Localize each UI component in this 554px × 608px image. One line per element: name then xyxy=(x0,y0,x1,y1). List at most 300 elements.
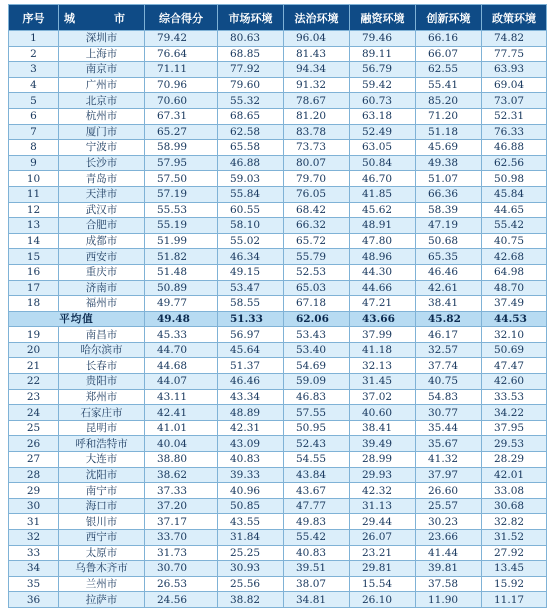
cell-innovation: 66.36 xyxy=(416,186,482,202)
cell-policy: 48.70 xyxy=(482,280,547,296)
cell-financing: 40.60 xyxy=(350,405,416,421)
cell-index: 12 xyxy=(9,202,59,218)
cell-market: 55.32 xyxy=(218,93,284,109)
cell-market: 40.83 xyxy=(218,452,284,468)
cell-market: 58.55 xyxy=(218,296,284,312)
cell-index: 30 xyxy=(9,498,59,514)
cell-index: 20 xyxy=(9,342,59,358)
cell-policy: 37.95 xyxy=(482,420,547,436)
cell-index: 21 xyxy=(9,358,59,374)
average-policy: 44.53 xyxy=(482,311,547,327)
cell-city: 武汉市 xyxy=(59,202,145,218)
cell-financing: 28.99 xyxy=(350,452,416,468)
cell-overall-score: 43.11 xyxy=(145,389,218,405)
cell-market: 55.84 xyxy=(218,186,284,202)
cell-market: 46.34 xyxy=(218,249,284,265)
cell-overall-score: 45.33 xyxy=(145,327,218,343)
cell-financing: 37.99 xyxy=(350,327,416,343)
cell-innovation: 71.20 xyxy=(416,108,482,124)
cell-market: 43.55 xyxy=(218,514,284,530)
cell-policy: 32.82 xyxy=(482,514,547,530)
average-innovation: 45.82 xyxy=(416,311,482,327)
cell-overall-score: 24.56 xyxy=(145,592,218,608)
cell-index: 2 xyxy=(9,46,59,62)
cell-overall-score: 50.89 xyxy=(145,280,218,296)
cell-city: 大连市 xyxy=(59,452,145,468)
cell-overall-score: 57.50 xyxy=(145,171,218,187)
cell-financing: 48.91 xyxy=(350,218,416,234)
cell-legal: 80.07 xyxy=(284,155,350,171)
table-row xyxy=(9,296,547,312)
cell-overall-score: 44.70 xyxy=(145,342,218,358)
cell-policy: 15.92 xyxy=(482,576,547,592)
cell-policy: 55.42 xyxy=(482,218,547,234)
cell-index: 16 xyxy=(9,264,59,280)
table-row xyxy=(9,483,547,499)
cell-market: 50.85 xyxy=(218,498,284,514)
cell-legal: 52.53 xyxy=(284,264,350,280)
table-row xyxy=(9,514,547,530)
cell-financing: 42.32 xyxy=(350,483,416,499)
cell-innovation: 32.57 xyxy=(416,342,482,358)
cell-innovation: 38.41 xyxy=(416,296,482,312)
cell-index: 13 xyxy=(9,218,59,234)
table-row xyxy=(9,218,547,234)
table-row xyxy=(9,545,547,561)
cell-index: 9 xyxy=(9,155,59,171)
cell-city: 天津市 xyxy=(59,186,145,202)
cell-legal: 76.05 xyxy=(284,186,350,202)
cell-city: 上海市 xyxy=(59,46,145,62)
table-row xyxy=(9,498,547,514)
cell-financing: 44.66 xyxy=(350,280,416,296)
cell-city: 贵阳市 xyxy=(59,374,145,390)
cell-policy: 42.01 xyxy=(482,467,547,483)
cell-financing: 89.11 xyxy=(350,46,416,62)
header-index: 序号 xyxy=(9,5,59,31)
cell-financing: 31.45 xyxy=(350,374,416,390)
cell-city: 长春市 xyxy=(59,358,145,374)
cell-market: 59.03 xyxy=(218,171,284,187)
cell-index: 25 xyxy=(9,420,59,436)
cell-index: 35 xyxy=(9,576,59,592)
cell-city: 深圳市 xyxy=(59,31,145,47)
cell-policy: 33.08 xyxy=(482,483,547,499)
cell-market: 79.60 xyxy=(218,77,284,93)
cell-city: 昆明市 xyxy=(59,420,145,436)
cell-market: 55.02 xyxy=(218,233,284,249)
average-overall-score: 49.48 xyxy=(145,311,218,327)
cell-financing: 48.96 xyxy=(350,249,416,265)
table-row xyxy=(9,592,547,608)
header-overall-score: 综合得分 xyxy=(145,5,218,31)
cell-policy: 69.04 xyxy=(482,77,547,93)
cell-legal: 50.95 xyxy=(284,420,350,436)
cell-index: 18 xyxy=(9,296,59,312)
cell-legal: 47.77 xyxy=(284,498,350,514)
cell-index: 28 xyxy=(9,467,59,483)
cell-market: 25.56 xyxy=(218,576,284,592)
average-row xyxy=(9,311,547,327)
cell-financing: 29.81 xyxy=(350,561,416,577)
cell-innovation: 54.83 xyxy=(416,389,482,405)
cell-city: 南昌市 xyxy=(59,327,145,343)
cell-market: 31.84 xyxy=(218,530,284,546)
cell-city: 石家庄市 xyxy=(59,405,145,421)
cell-innovation: 51.07 xyxy=(416,171,482,187)
cell-financing: 50.84 xyxy=(350,155,416,171)
cell-legal: 67.18 xyxy=(284,296,350,312)
cell-market: 25.25 xyxy=(218,545,284,561)
cell-index: 26 xyxy=(9,436,59,452)
cell-market: 62.58 xyxy=(218,124,284,140)
cell-innovation: 11.90 xyxy=(416,592,482,608)
cell-city: 哈尔滨市 xyxy=(59,342,145,358)
cell-policy: 74.82 xyxy=(482,31,547,47)
cell-legal: 66.32 xyxy=(284,218,350,234)
table-row xyxy=(9,31,547,47)
cell-index: 22 xyxy=(9,374,59,390)
cell-market: 77.92 xyxy=(218,62,284,78)
table-row xyxy=(9,561,547,577)
cell-index: 15 xyxy=(9,249,59,265)
cell-city: 西宁市 xyxy=(59,530,145,546)
cell-policy: 50.69 xyxy=(482,342,547,358)
cell-legal: 81.43 xyxy=(284,46,350,62)
cell-index: 36 xyxy=(9,592,59,608)
cell-innovation: 41.32 xyxy=(416,452,482,468)
cell-overall-score: 37.17 xyxy=(145,514,218,530)
cell-legal: 57.55 xyxy=(284,405,350,421)
cell-index: 11 xyxy=(9,186,59,202)
cell-index: 4 xyxy=(9,77,59,93)
cell-overall-score: 70.96 xyxy=(145,77,218,93)
average-market: 51.33 xyxy=(218,311,284,327)
cell-financing: 59.42 xyxy=(350,77,416,93)
cell-overall-score: 37.20 xyxy=(145,498,218,514)
city-ranking-table-container xyxy=(8,4,546,608)
cell-policy: 32.10 xyxy=(482,327,547,343)
average-legal: 62.06 xyxy=(284,311,350,327)
cell-index: 10 xyxy=(9,171,59,187)
cell-financing: 41.85 xyxy=(350,186,416,202)
cell-financing: 26.10 xyxy=(350,592,416,608)
cell-market: 45.64 xyxy=(218,342,284,358)
header-market: 市场环境 xyxy=(218,5,284,31)
cell-policy: 77.75 xyxy=(482,46,547,62)
cell-city: 呼和浩特市 xyxy=(59,436,145,452)
cell-innovation: 46.17 xyxy=(416,327,482,343)
cell-financing: 23.21 xyxy=(350,545,416,561)
cell-index: 8 xyxy=(9,140,59,156)
cell-policy: 76.33 xyxy=(482,124,547,140)
cell-index: 7 xyxy=(9,124,59,140)
cell-legal: 53.40 xyxy=(284,342,350,358)
cell-innovation: 25.57 xyxy=(416,498,482,514)
cell-innovation: 85.20 xyxy=(416,93,482,109)
cell-index: 31 xyxy=(9,514,59,530)
cell-innovation: 42.61 xyxy=(416,280,482,296)
cell-market: 43.34 xyxy=(218,389,284,405)
cell-city: 南京市 xyxy=(59,62,145,78)
cell-overall-score: 70.60 xyxy=(145,93,218,109)
cell-city: 沈阳市 xyxy=(59,467,145,483)
cell-city: 乌鲁木齐市 xyxy=(59,561,145,577)
cell-market: 46.46 xyxy=(218,374,284,390)
cell-financing: 63.18 xyxy=(350,108,416,124)
cell-legal: 78.67 xyxy=(284,93,350,109)
cell-innovation: 66.16 xyxy=(416,31,482,47)
cell-overall-score: 44.68 xyxy=(145,358,218,374)
cell-legal: 73.73 xyxy=(284,140,350,156)
cell-policy: 13.45 xyxy=(482,561,547,577)
cell-financing: 47.80 xyxy=(350,233,416,249)
cell-legal: 94.34 xyxy=(284,62,350,78)
table-row xyxy=(9,62,547,78)
cell-legal: 34.81 xyxy=(284,592,350,608)
cell-overall-score: 58.99 xyxy=(145,140,218,156)
cell-market: 80.63 xyxy=(218,31,284,47)
cell-policy: 27.92 xyxy=(482,545,547,561)
cell-innovation: 45.69 xyxy=(416,140,482,156)
cell-legal: 39.51 xyxy=(284,561,350,577)
cell-legal: 38.07 xyxy=(284,576,350,592)
cell-policy: 33.53 xyxy=(482,389,547,405)
cell-policy: 44.65 xyxy=(482,202,547,218)
cell-innovation: 55.41 xyxy=(416,77,482,93)
cell-legal: 54.69 xyxy=(284,358,350,374)
cell-innovation: 51.18 xyxy=(416,124,482,140)
cell-overall-score: 26.53 xyxy=(145,576,218,592)
header-policy: 政策环境 xyxy=(482,5,547,31)
cell-financing: 37.02 xyxy=(350,389,416,405)
cell-market: 48.89 xyxy=(218,405,284,421)
city-ranking-table xyxy=(8,4,547,608)
cell-policy: 30.68 xyxy=(482,498,547,514)
cell-financing: 52.49 xyxy=(350,124,416,140)
cell-legal: 96.04 xyxy=(284,31,350,47)
cell-city: 银川市 xyxy=(59,514,145,530)
cell-innovation: 35.44 xyxy=(416,420,482,436)
cell-overall-score: 44.07 xyxy=(145,374,218,390)
cell-policy: 63.93 xyxy=(482,62,547,78)
table-row xyxy=(9,436,547,452)
cell-overall-score: 79.42 xyxy=(145,31,218,47)
cell-financing: 41.18 xyxy=(350,342,416,358)
cell-legal: 65.72 xyxy=(284,233,350,249)
cell-policy: 46.88 xyxy=(482,140,547,156)
cell-city: 海口市 xyxy=(59,498,145,514)
cell-legal: 91.32 xyxy=(284,77,350,93)
table-row xyxy=(9,155,547,171)
cell-innovation: 35.67 xyxy=(416,436,482,452)
cell-financing: 31.13 xyxy=(350,498,416,514)
cell-overall-score: 49.77 xyxy=(145,296,218,312)
cell-city: 宁波市 xyxy=(59,140,145,156)
cell-legal: 54.55 xyxy=(284,452,350,468)
cell-city: 北京市 xyxy=(59,93,145,109)
cell-overall-score: 57.19 xyxy=(145,186,218,202)
cell-policy: 52.31 xyxy=(482,108,547,124)
cell-policy: 40.75 xyxy=(482,233,547,249)
cell-legal: 43.67 xyxy=(284,483,350,499)
cell-innovation: 62.55 xyxy=(416,62,482,78)
cell-market: 38.82 xyxy=(218,592,284,608)
cell-city: 济南市 xyxy=(59,280,145,296)
cell-overall-score: 30.70 xyxy=(145,561,218,577)
cell-legal: 40.83 xyxy=(284,545,350,561)
cell-city: 长沙市 xyxy=(59,155,145,171)
header-innovation: 创新环境 xyxy=(416,5,482,31)
cell-innovation: 49.38 xyxy=(416,155,482,171)
cell-overall-score: 31.73 xyxy=(145,545,218,561)
cell-index: 29 xyxy=(9,483,59,499)
cell-innovation: 58.39 xyxy=(416,202,482,218)
table-row xyxy=(9,124,547,140)
cell-overall-score: 51.48 xyxy=(145,264,218,280)
table-row xyxy=(9,342,547,358)
table-row xyxy=(9,77,547,93)
cell-city: 重庆市 xyxy=(59,264,145,280)
cell-market: 68.85 xyxy=(218,46,284,62)
cell-innovation: 37.97 xyxy=(416,467,482,483)
cell-legal: 49.83 xyxy=(284,514,350,530)
cell-index: 6 xyxy=(9,108,59,124)
cell-overall-score: 51.99 xyxy=(145,233,218,249)
cell-overall-score: 71.11 xyxy=(145,62,218,78)
cell-innovation: 26.60 xyxy=(416,483,482,499)
cell-innovation: 39.81 xyxy=(416,561,482,577)
cell-financing: 39.49 xyxy=(350,436,416,452)
table-row xyxy=(9,202,547,218)
table-row xyxy=(9,171,547,187)
table-row xyxy=(9,374,547,390)
table-row xyxy=(9,389,547,405)
cell-financing: 26.07 xyxy=(350,530,416,546)
cell-financing: 45.62 xyxy=(350,202,416,218)
cell-market: 60.55 xyxy=(218,202,284,218)
cell-market: 68.65 xyxy=(218,108,284,124)
cell-innovation: 30.23 xyxy=(416,514,482,530)
cell-index: 19 xyxy=(9,327,59,343)
cell-innovation: 30.77 xyxy=(416,405,482,421)
cell-innovation: 47.19 xyxy=(416,218,482,234)
cell-market: 43.09 xyxy=(218,436,284,452)
cell-financing: 32.13 xyxy=(350,358,416,374)
table-row xyxy=(9,233,547,249)
cell-index: 23 xyxy=(9,389,59,405)
cell-legal: 65.03 xyxy=(284,280,350,296)
cell-innovation: 46.46 xyxy=(416,264,482,280)
cell-market: 65.58 xyxy=(218,140,284,156)
cell-market: 56.97 xyxy=(218,327,284,343)
cell-market: 49.15 xyxy=(218,264,284,280)
cell-policy: 73.07 xyxy=(482,93,547,109)
cell-market: 30.93 xyxy=(218,561,284,577)
cell-index: 1 xyxy=(9,31,59,47)
cell-innovation: 37.74 xyxy=(416,358,482,374)
cell-city: 杭州市 xyxy=(59,108,145,124)
cell-market: 42.31 xyxy=(218,420,284,436)
cell-policy: 28.29 xyxy=(482,452,547,468)
table-row xyxy=(9,264,547,280)
cell-city: 成都市 xyxy=(59,233,145,249)
cell-index: 24 xyxy=(9,405,59,421)
cell-city: 郑州市 xyxy=(59,389,145,405)
cell-city: 厦门市 xyxy=(59,124,145,140)
cell-policy: 37.49 xyxy=(482,296,547,312)
cell-financing: 63.05 xyxy=(350,140,416,156)
cell-overall-score: 38.62 xyxy=(145,467,218,483)
cell-overall-score: 76.64 xyxy=(145,46,218,62)
cell-overall-score: 41.01 xyxy=(145,420,218,436)
cell-market: 51.37 xyxy=(218,358,284,374)
cell-innovation: 40.75 xyxy=(416,374,482,390)
cell-financing: 29.44 xyxy=(350,514,416,530)
cell-financing: 44.30 xyxy=(350,264,416,280)
cell-policy: 42.68 xyxy=(482,249,547,265)
cell-city: 福州市 xyxy=(59,296,145,312)
cell-financing: 29.93 xyxy=(350,467,416,483)
table-row xyxy=(9,186,547,202)
cell-legal: 52.43 xyxy=(284,436,350,452)
cell-financing: 47.21 xyxy=(350,296,416,312)
cell-legal: 55.42 xyxy=(284,530,350,546)
table-row xyxy=(9,93,547,109)
cell-innovation: 41.44 xyxy=(416,545,482,561)
cell-index: 33 xyxy=(9,545,59,561)
table-row xyxy=(9,358,547,374)
table-row xyxy=(9,249,547,265)
cell-legal: 55.79 xyxy=(284,249,350,265)
average-label: 平均值 xyxy=(9,311,145,327)
cell-index: 14 xyxy=(9,233,59,249)
cell-legal: 79.70 xyxy=(284,171,350,187)
cell-legal: 59.09 xyxy=(284,374,350,390)
cell-legal: 68.42 xyxy=(284,202,350,218)
table-row xyxy=(9,452,547,468)
cell-financing: 15.54 xyxy=(350,576,416,592)
table-body xyxy=(9,31,547,608)
table-row xyxy=(9,280,547,296)
average-financing: 43.66 xyxy=(350,311,416,327)
cell-market: 46.88 xyxy=(218,155,284,171)
cell-policy: 47.47 xyxy=(482,358,547,374)
header-row xyxy=(9,5,547,31)
cell-index: 5 xyxy=(9,93,59,109)
cell-policy: 31.52 xyxy=(482,530,547,546)
cell-innovation: 50.68 xyxy=(416,233,482,249)
cell-policy: 42.60 xyxy=(482,374,547,390)
cell-market: 58.10 xyxy=(218,218,284,234)
cell-city: 兰州市 xyxy=(59,576,145,592)
cell-index: 32 xyxy=(9,530,59,546)
cell-city: 青岛市 xyxy=(59,171,145,187)
cell-overall-score: 67.31 xyxy=(145,108,218,124)
cell-financing: 79.46 xyxy=(350,31,416,47)
cell-innovation: 37.58 xyxy=(416,576,482,592)
cell-innovation: 65.35 xyxy=(416,249,482,265)
cell-policy: 11.17 xyxy=(482,592,547,608)
header-financing: 融资环境 xyxy=(350,5,416,31)
cell-innovation: 23.66 xyxy=(416,530,482,546)
cell-overall-score: 55.19 xyxy=(145,218,218,234)
table-row xyxy=(9,576,547,592)
cell-index: 34 xyxy=(9,561,59,577)
header-legal: 法治环境 xyxy=(284,5,350,31)
cell-policy: 50.98 xyxy=(482,171,547,187)
table-row xyxy=(9,140,547,156)
